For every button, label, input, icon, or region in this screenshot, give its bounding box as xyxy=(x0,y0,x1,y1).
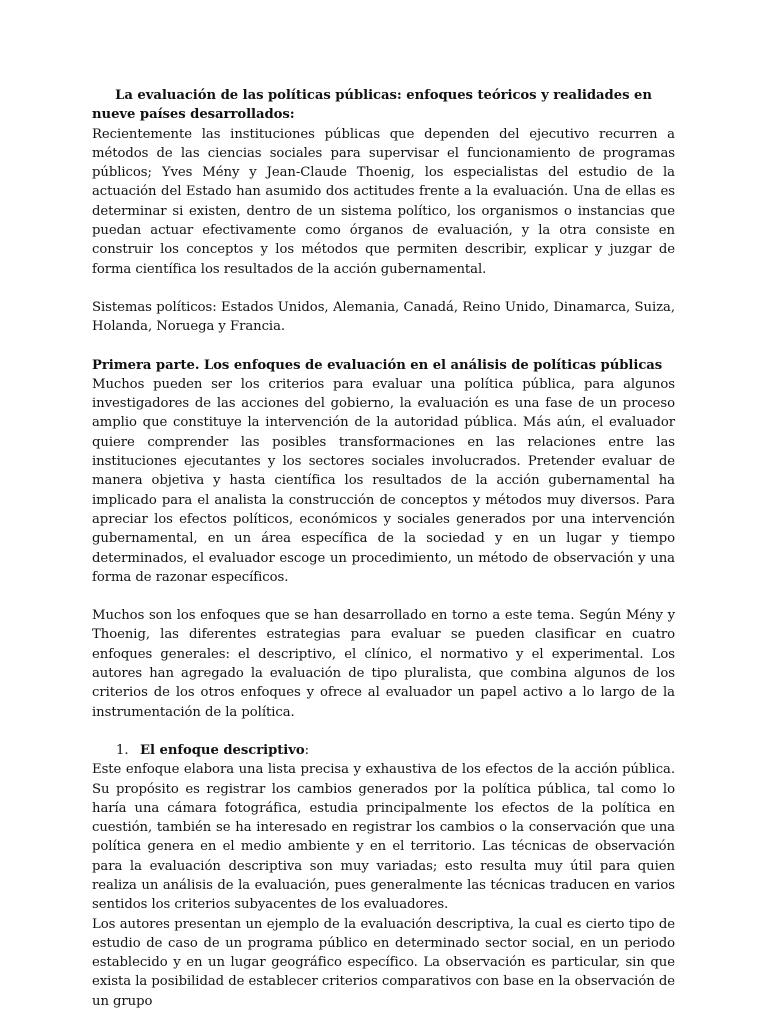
paragraph-spacer xyxy=(92,337,675,356)
paragraph-spacer xyxy=(92,722,675,741)
list-item-label: El enfoque descriptivo xyxy=(140,742,305,758)
list-number: 1. xyxy=(116,742,129,758)
document-title: La evaluación de las políticas públicas: enfoques teóricos y realidades en nueve países desarrollados: xyxy=(92,88,652,123)
part-one-paragraph-1: Muchos pueden ser los criterios para evaluar una política pública, para algunos investigadores de las acciones del gobierno, la evaluación es una fase de un proceso amplio que constituye la intervención de la autoridad pública. Más aún, el evaluador quiere comprender las posibles transformaciones en las relaciones entre las instituciones ejecutantes y los sectores sociales involucrados. Pretender evaluar de manera objetiva y hasta científica los resultados de la acción gubernamental ha implicado para el analista la construcción de conceptos y métodos muy diversos. Para apreciar los efectos políticos, económicos y sociales generados por una intervención gubernamental, en un área específica de la sociedad y en un lugar y tiempo determinados, el evaluador escoge un procedimiento, un método de observación y una forma de razonar específicos. xyxy=(92,376,675,585)
list-item-descriptive xyxy=(92,741,675,760)
intro-paragraph: Recientemente las instituciones públicas que dependen del ejecutivo recurren a métodos de las ciencias sociales para supervisar el funcionamiento de programas públicos; Yves Mény y Jean-Claude Thoenig, los especialistas del estudio de la actuación del Estado han asumido dos actitudes frente a la evaluación. Una de ellas es determinar si existen, dentro de un sistema político, los organismos o instancias que puedan actuar efectivamente como órganos de evaluación, y la otra consiste en construir los conceptos y los métodos que permiten describir, explicar y juzgar de forma científica los resultados de la acción gubernamental. xyxy=(92,126,675,277)
descriptive-paragraph-1: Este enfoque elabora una lista precisa y exhaustiva de los efectos de la acción pública. Su propósito es registrar los cambios generados por la política pública, tal como lo haría una cámara fotográfica, estudia principalmente los efectos de la política en cuestión, también se ha interesado en registrar los cambios o la conservación que una política genera en el medio ambiente y en el territorio. Las técnicas de observación para la evaluación descriptiva son muy variadas; esto resulta muy útil para quien realiza un análisis de la evaluación, pues generalmente las técnicas traducen en varios sentidos los criterios subyacentes de los evaluadores. xyxy=(92,762,675,913)
part-one-heading: Primera parte. Los enfoques de evaluación en el análisis de políticas públicas xyxy=(92,357,663,373)
part-one-paragraph-2: Muchos son los enfoques que se han desarrollado en torno a este tema. Según Mény y Thoenig, las diferentes estrategias para evaluar se pueden clasificar en cuatro enfoques generales: el descriptivo, el clínico, el normativo y el experimental. Los autores han agregado la evaluación de tipo pluralista, que combina algunos de los criterios de los otros enfoques y ofrece al evaluador un papel activo a lo largo de la instrumentación de la política. xyxy=(92,608,675,720)
paragraph-spacer xyxy=(92,279,675,298)
list-item-suffix: : xyxy=(304,742,310,758)
document-body xyxy=(92,86,675,1011)
paragraph-spacer xyxy=(92,587,675,606)
descriptive-paragraph-2: Los autores presentan un ejemplo de la evaluación descriptiva, la cual es cierto tipo de estudio de caso de un programa público en determinado sector social, en un periodo establecido y en un lugar geográfico específico. La observación es particular, sin que exista la posibilidad de establecer criterios comparativos con base en la observación de un grupo xyxy=(92,916,675,1009)
political-systems-paragraph: Sistemas políticos: Estados Unidos, Alemania, Canadá, Reino Unido, Dinamarca, Suiza, Holanda, Noruega y Francia. xyxy=(92,299,675,335)
